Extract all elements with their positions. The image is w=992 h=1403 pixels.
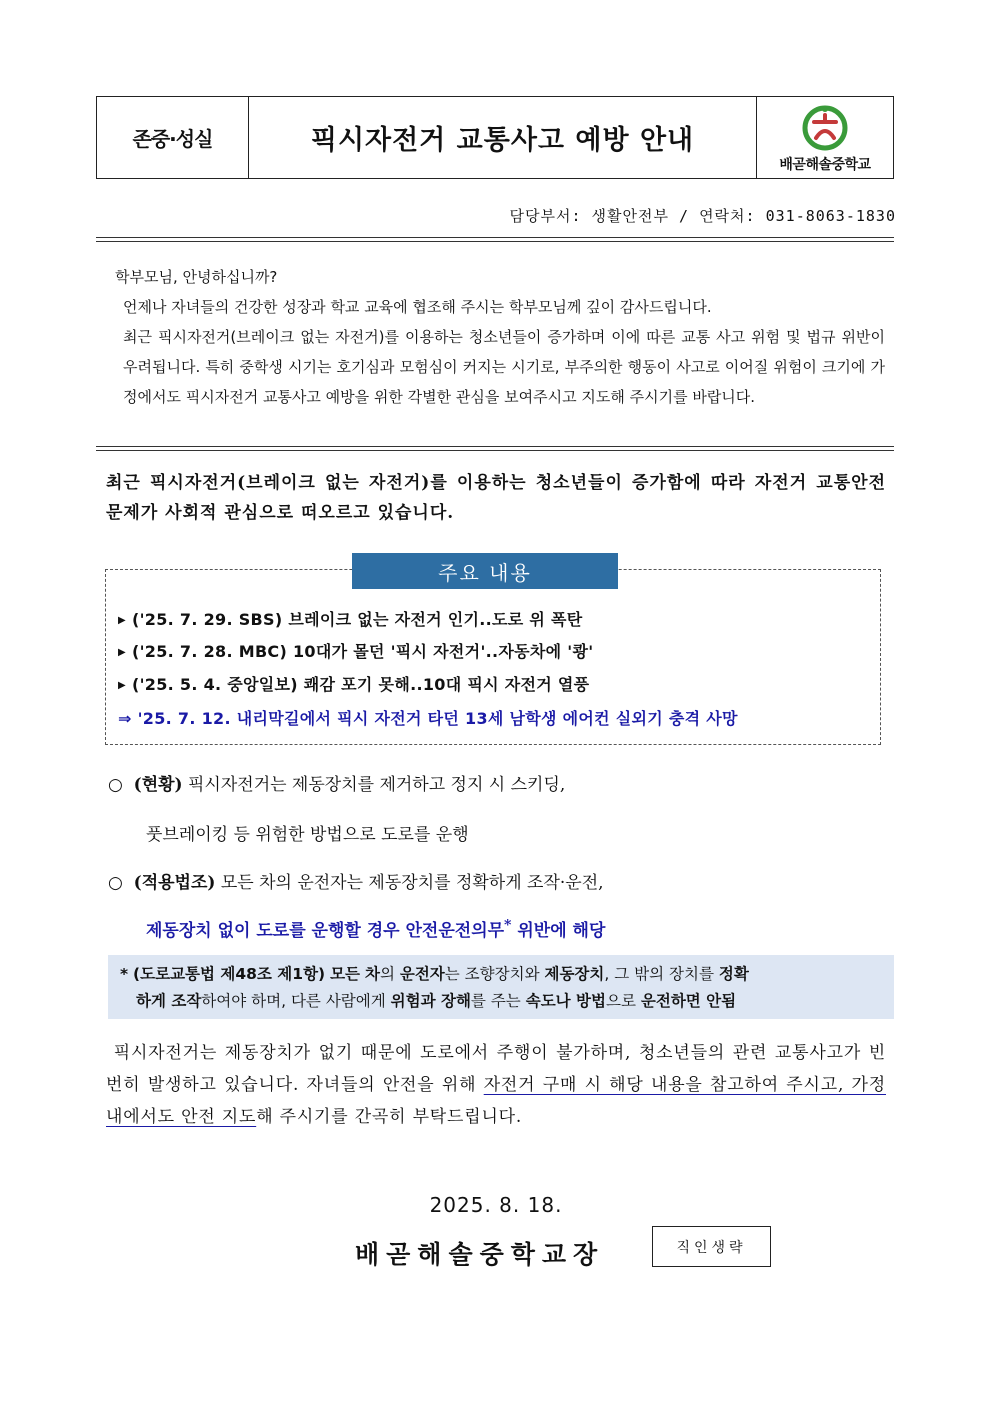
- news-text: ('25. 7. 28. MBC) 10대가 몰던 '픽시 자전거'..자동차에 '쾅': [132, 642, 594, 661]
- news-item: [118, 672, 589, 695]
- school-logo-icon: [796, 102, 854, 152]
- law-tail: 위반에 해당: [517, 921, 606, 941]
- law-note-line-1: * (도로교통법 제48조 제1항) 모든 차의 운전자는 조향장치와 제동장치, 그 밖의 장치를 정확: [120, 965, 749, 983]
- divider: [96, 446, 894, 451]
- law-note-box: [108, 955, 894, 1019]
- lead-paragraph: 최근 픽시자전거(브레이크 없는 자전거)를 이용하는 청소년들이 증가함에 따라 자전거 교통안전 문제가 사회적 관심으로 떠오르고 있습니다.: [106, 473, 886, 523]
- law-text: 제동장치 없이 도로를 운행할 경우 안전운전의무: [146, 921, 505, 941]
- bullet-text: 모든 차의 운전자는 제동장치를 정확하게 조작·운전,: [220, 873, 604, 893]
- bullet-text: 픽시자전거는 제동장치를 제거하고 정지 시 스키딩,: [188, 775, 566, 795]
- news-item: [118, 607, 583, 630]
- underlined-request: 자전거 구매 시 해당 내용을 참고하여 주시고, 가정 내에서도 안전 지도: [106, 1075, 886, 1127]
- bullet-status: [108, 770, 565, 795]
- circle-bullet-icon: ○: [108, 873, 134, 893]
- header-box: [96, 96, 894, 179]
- footnote-mark: *: [504, 917, 512, 934]
- triangle-bullet-icon: ▶: [118, 647, 126, 658]
- bullet-label: (적용법조): [133, 873, 216, 893]
- greeting: [115, 262, 885, 412]
- date: 2025. 8. 18.: [429, 1193, 563, 1217]
- bullet-law: [108, 868, 604, 893]
- news-highlight: [118, 706, 738, 729]
- news-text: ('25. 7. 29. SBS) 브레이크 없는 자전거 인기..도로 위 폭탄: [132, 610, 583, 629]
- highlight-text: '25. 7. 12. 내리막길에서 픽시 자전거 타던 13세 남학생 에어컨 실외기 충격 사망: [137, 709, 738, 728]
- contact-info: 담당부서: 생활안전부 / 연락처: 031-8063-1830: [509, 207, 896, 225]
- bullet-continuation: 풋브레이킹 등 위험한 방법으로 도로를 운행: [146, 825, 469, 845]
- key-content-title: 주요 내용: [352, 553, 618, 589]
- news-item: [118, 639, 593, 662]
- page-title: 픽시자전거 교통사고 예방 안내: [310, 125, 695, 156]
- school-logo-box: [756, 97, 893, 178]
- closing-paragraph: 픽시자전거는 제동장치가 없기 때문에 도로에서 주행이 불가하며, 청소년들의 관련 교통사고가 빈번히 발생하고 있습니다. 자녀들의 안전을 위해 자전거 구매 시 해당 내용을 참고하여 주시고, 가정 내에서도 안전 지도해 주시기를 간곡히 부탁드립니다.: [106, 1043, 886, 1127]
- law-note-line-2: 하게 조작하여야 하며, 다른 사람에게 위험과 장해를 주는 속도나 방법으로 운전하면 안됨: [136, 992, 737, 1010]
- divider: [96, 237, 894, 242]
- circle-bullet-icon: ○: [108, 775, 134, 795]
- greeting-paragraph-1: 언제나 자녀들의 건강한 성장과 학교 교육에 협조해 주시는 학부모님께 깊이 감사드립니다.: [123, 298, 712, 316]
- triangle-bullet-icon: ▶: [118, 680, 126, 691]
- salutation: 학부모님, 안녕하십니까?: [115, 268, 278, 286]
- triangle-bullet-icon: ▶: [118, 615, 126, 626]
- principal-signature: 배곧해솔중학교장: [355, 1240, 605, 1269]
- greeting-paragraph-2: 최근 픽시자전거(브레이크 없는 자전거)를 이용하는 청소년들이 증가하며 이에 따른 교통 사고 위험 및 법규 위반이 우려됩니다. 특히 중학생 시기는 호기심과 모험심이 커지는 시기로, 부주의한 행동이 사고로 이어질 위험이 크기에 가정에서도 픽시자전거 교통사고 예방을 위한 각별한 관심을 보여주시고 지도해 주시기를 바랍니다.: [123, 328, 885, 406]
- bullet-law-continuation: [146, 916, 605, 941]
- school-logo-name: 배곧해솔중학교: [779, 156, 871, 173]
- arrow-icon: ⇒: [118, 709, 132, 728]
- news-text: ('25. 5. 4. 중앙일보) 쾌감 포기 못해..10대 픽시 자전거 열풍: [132, 675, 590, 694]
- bullet-label: (현황): [133, 775, 183, 795]
- school-motto: 존중·성실: [97, 97, 249, 178]
- seal-box: 직인생략: [652, 1226, 771, 1267]
